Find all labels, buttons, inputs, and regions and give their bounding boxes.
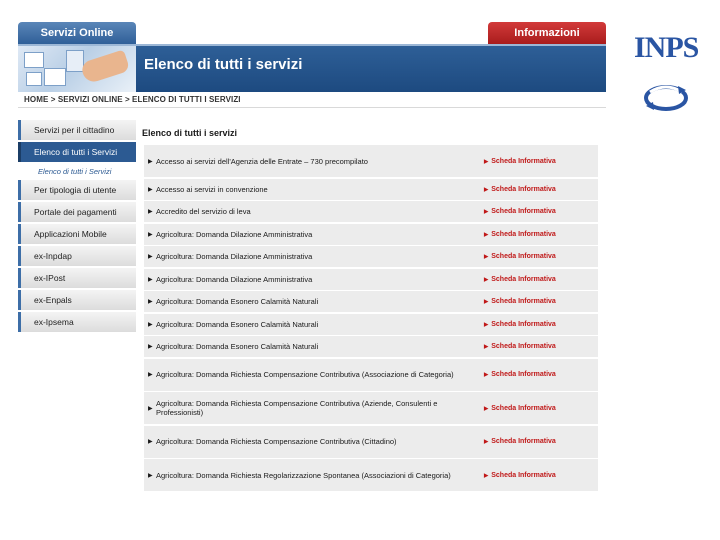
- bullet-icon: ▶: [148, 439, 153, 445]
- arrow-icon: ▶: [484, 231, 489, 238]
- service-link[interactable]: Accesso ai servizi dell'Agenzia delle Entrate – 730 precompilato: [156, 156, 368, 166]
- arrow-icon: ▶: [484, 254, 489, 260]
- sidebar-item[interactable]: ex-IPost: [18, 268, 136, 288]
- bullet-icon: ▶: [148, 254, 153, 260]
- arrow-icon: ▶: [484, 209, 489, 215]
- service-link[interactable]: Agricoltura: Domanda Dilazione Amministrativa: [156, 252, 313, 261]
- bullet-icon: ▶: [148, 276, 153, 283]
- service-row[interactable]: [144, 145, 598, 177]
- service-link[interactable]: Agricoltura: Domanda Richiesta Compensazione Contributiva (Aziende, Consulenti e Professionisti): [156, 399, 438, 417]
- bullet-icon: ▶: [148, 344, 153, 350]
- scheda-label: Scheda Informativa: [491, 157, 556, 165]
- scheda-informativa-link[interactable]: [484, 438, 594, 445]
- scheda-label: Scheda Informativa: [491, 371, 556, 378]
- scheda-label: Scheda Informativa: [491, 471, 556, 479]
- divider: [18, 107, 606, 108]
- arrow-icon: ▶: [484, 344, 489, 350]
- scheda-informativa-link[interactable]: [484, 231, 594, 238]
- banner-illustration: [18, 46, 136, 92]
- service-row[interactable]: [144, 269, 598, 290]
- service-row[interactable]: [144, 179, 598, 200]
- service-row[interactable]: [144, 426, 598, 458]
- bullet-icon: ▶: [148, 472, 153, 479]
- scheda-label: Scheda Informativa: [491, 320, 556, 328]
- service-link[interactable]: Agricoltura: Domanda Esonero Calamità Naturali: [156, 342, 319, 351]
- service-row[interactable]: [144, 246, 598, 267]
- page-title: Elenco di tutti i servizi: [144, 56, 303, 73]
- scheda-informativa-link[interactable]: [484, 371, 594, 378]
- scheda-label: Scheda Informativa: [491, 185, 556, 193]
- service-row[interactable]: [144, 336, 598, 357]
- scheda-label: Scheda Informativa: [491, 253, 556, 260]
- service-link[interactable]: Agricoltura: Domanda Esonero Calamità Naturali: [156, 297, 319, 306]
- scheda-label: Scheda Informativa: [491, 230, 556, 238]
- bullet-icon: ▶: [148, 372, 153, 378]
- service-row[interactable]: [144, 224, 598, 245]
- scheda-informativa-link[interactable]: [484, 343, 594, 350]
- arrow-icon: ▶: [484, 321, 489, 328]
- service-link[interactable]: Agricoltura: Domanda Richiesta Compensazione Contributiva (Cittadino): [156, 437, 397, 446]
- scheda-label: Scheda Informativa: [491, 343, 556, 350]
- sidebar-item[interactable]: ex-Ipsema: [18, 312, 136, 332]
- arrow-icon: ▶: [484, 299, 489, 305]
- inps-logo: [634, 28, 698, 120]
- scheda-informativa-link[interactable]: [484, 208, 594, 215]
- service-link[interactable]: Agricoltura: Domanda Richiesta Regolarizzazione Spontanea (Associazioni di Categoria): [156, 470, 451, 480]
- breadcrumb: HOME > SERVIZI ONLINE > ELENCO DI TUTTI I SERVIZI: [24, 95, 241, 104]
- scheda-informativa-link[interactable]: [484, 276, 594, 283]
- sidebar-item[interactable]: Applicazioni Mobile: [18, 224, 136, 244]
- tab-informazioni[interactable]: Informazioni: [488, 22, 606, 44]
- arrow-icon: ▶: [484, 405, 489, 412]
- arrow-icon: ▶: [484, 472, 489, 479]
- inps-swirl-icon: [634, 28, 698, 120]
- bullet-icon: ▶: [148, 186, 153, 193]
- bullet-icon: ▶: [148, 321, 153, 328]
- bullet-icon: ▶: [148, 209, 153, 215]
- bullet-icon: ▶: [148, 299, 153, 305]
- service-link[interactable]: Agricoltura: Domanda Dilazione Amministrativa: [156, 274, 313, 284]
- sidebar-item[interactable]: Elenco di tutti i Servizi: [38, 166, 112, 176]
- service-row[interactable]: [144, 359, 598, 391]
- arrow-icon: ▶: [484, 372, 489, 378]
- scheda-label: Scheda Informativa: [491, 298, 556, 305]
- sidebar-item[interactable]: ex-Inpdap: [18, 246, 136, 266]
- sidebar-item[interactable]: Portale dei pagamenti: [18, 202, 136, 222]
- sidebar: [18, 120, 136, 334]
- scheda-label: Scheda Informativa: [491, 438, 556, 445]
- sidebar-item[interactable]: Elenco di tutti i Servizi: [18, 142, 136, 162]
- bullet-icon: ▶: [148, 405, 153, 412]
- service-row[interactable]: [144, 291, 598, 312]
- arrow-icon: ▶: [484, 439, 489, 445]
- scheda-informativa-link[interactable]: [484, 472, 594, 479]
- bullet-icon: ▶: [148, 158, 153, 165]
- scheda-label: Scheda Informativa: [491, 275, 556, 283]
- arrow-icon: ▶: [484, 276, 489, 283]
- arrow-icon: ▶: [484, 186, 489, 193]
- sidebar-item[interactable]: Per tipologia di utente: [18, 180, 136, 200]
- scheda-label: Scheda Informativa: [491, 208, 556, 215]
- service-link[interactable]: Accredito del servizio di leva: [156, 207, 251, 216]
- scheda-informativa-link[interactable]: [484, 405, 594, 412]
- bullet-icon: ▶: [148, 231, 153, 238]
- scheda-informativa-link[interactable]: [484, 321, 594, 328]
- scheda-informativa-link[interactable]: [484, 186, 594, 193]
- service-row[interactable]: [144, 314, 598, 335]
- header-banner: [18, 44, 606, 92]
- page-frame: [18, 22, 606, 480]
- scheda-informativa-link[interactable]: [484, 253, 594, 260]
- tab-servizi-online[interactable]: Servizi Online: [18, 22, 136, 44]
- services-list: [144, 145, 598, 493]
- sidebar-item[interactable]: Servizi per il cittadino: [18, 120, 136, 140]
- sidebar-item[interactable]: ex-Enpals: [18, 290, 136, 310]
- scheda-informativa-link[interactable]: [484, 158, 594, 165]
- service-row[interactable]: [144, 392, 598, 424]
- inps-logo-text: INPS: [634, 31, 699, 64]
- scheda-informativa-link[interactable]: [484, 298, 594, 305]
- service-row[interactable]: [144, 201, 598, 222]
- list-title: Elenco di tutti i servizi: [142, 128, 238, 138]
- service-link[interactable]: Agricoltura: Domanda Dilazione Amministrativa: [156, 229, 313, 239]
- service-link[interactable]: Accesso ai servizi in convenzione: [156, 184, 268, 194]
- service-link[interactable]: Agricoltura: Domanda Richiesta Compensazione Contributiva (Associazione di Categoria): [156, 370, 454, 379]
- scheda-label: Scheda Informativa: [491, 404, 556, 412]
- arrow-icon: ▶: [484, 158, 489, 165]
- service-link[interactable]: Agricoltura: Domanda Esonero Calamità Naturali: [156, 319, 319, 329]
- service-row[interactable]: [144, 459, 598, 491]
